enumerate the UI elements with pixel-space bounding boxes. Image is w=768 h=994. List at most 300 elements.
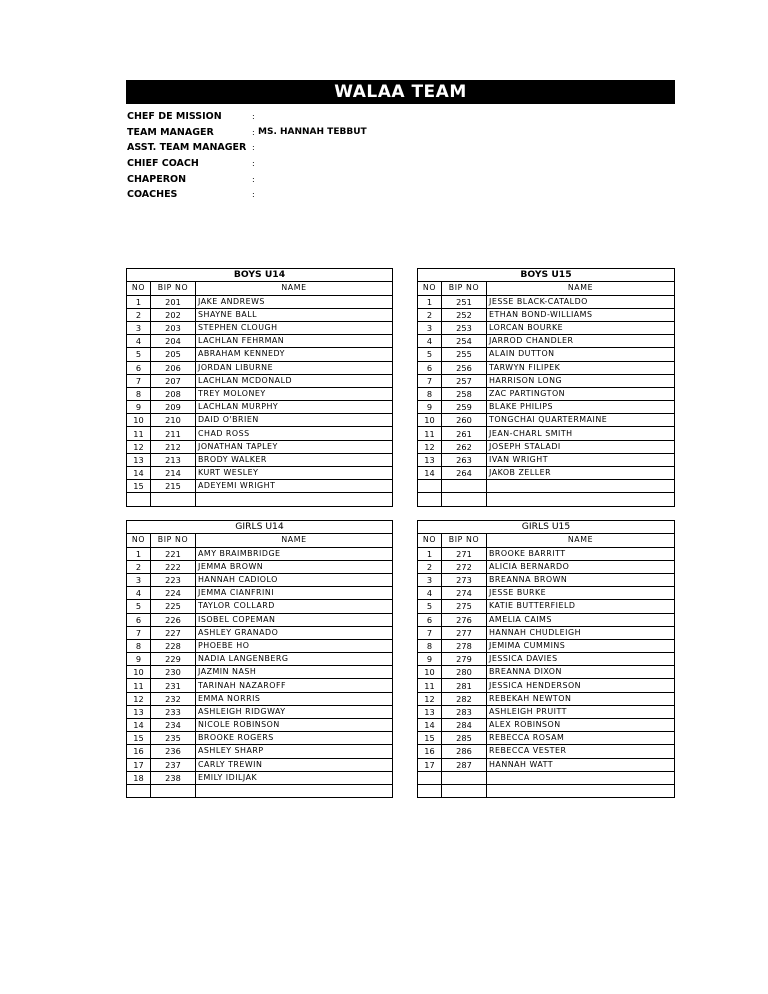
table-row — [127, 374, 393, 387]
cell-name: PHOEBE HO — [196, 639, 393, 652]
cell-bip-no: 233 — [151, 705, 196, 718]
cell-no: 11 — [127, 679, 151, 692]
table-row — [127, 653, 393, 666]
cell-name: REBECCA VESTER — [487, 745, 675, 758]
table-row — [418, 427, 675, 440]
cell-no: 4 — [418, 335, 442, 348]
cell-bip-no: 262 — [442, 440, 487, 453]
table-row — [127, 547, 393, 560]
cell-name: ASHLEIGH RIDGWAY — [196, 705, 393, 718]
cell-name: ASHLEIGH PRUITT — [487, 705, 675, 718]
cell-no: 10 — [127, 666, 151, 679]
table-row — [418, 653, 675, 666]
column-header-name: NAME — [196, 282, 393, 295]
cell-name: LACHLAN FEHRMAN — [196, 335, 393, 348]
cell-name: ABRAHAM KENNEDY — [196, 348, 393, 361]
official-colon: : — [252, 159, 255, 169]
cell-name: EMILY IDILJAK — [196, 771, 393, 784]
table-row — [418, 374, 675, 387]
cell-no: 1 — [418, 547, 442, 560]
official-row — [127, 187, 527, 203]
table-row — [127, 666, 393, 679]
cell-name: AMELIA CAIMS — [487, 613, 675, 626]
cell-bip-no: 208 — [151, 387, 196, 400]
cell-name: ASHLEY GRANADO — [196, 626, 393, 639]
table-row — [127, 453, 393, 466]
cell-no: 6 — [418, 361, 442, 374]
table-title: BOYS U14 — [127, 269, 393, 282]
cell-no: 8 — [127, 387, 151, 400]
cell-bip-no: 204 — [151, 335, 196, 348]
cell-bip-no: 206 — [151, 361, 196, 374]
cell-name: JAKOB ZELLER — [487, 467, 675, 480]
cell-name: JESSICA HENDERSON — [487, 679, 675, 692]
cell-bip-no: 272 — [442, 560, 487, 573]
cell-name: BRODY WALKER — [196, 453, 393, 466]
cell-bip-no: 224 — [151, 587, 196, 600]
cell-bip-no: 280 — [442, 666, 487, 679]
official-row — [127, 156, 527, 172]
cell-name: HANNAH WATT — [487, 758, 675, 771]
team-title-banner: WALAA TEAM — [126, 80, 675, 104]
cell-no: 10 — [418, 414, 442, 427]
cell-bip-no: 201 — [151, 295, 196, 308]
cell-bip-no: 238 — [151, 771, 196, 784]
cell-bip-no: 271 — [442, 547, 487, 560]
official-row — [127, 125, 527, 141]
cell-no: 4 — [127, 587, 151, 600]
table-row — [418, 335, 675, 348]
cell-no: 7 — [127, 374, 151, 387]
cell-name: TREY MOLONEY — [196, 387, 393, 400]
cell-name: JARROD CHANDLER — [487, 335, 675, 348]
cell-bip-no: 215 — [151, 480, 196, 493]
table-row — [127, 493, 393, 506]
cell-no: 5 — [127, 600, 151, 613]
cell-no: 12 — [127, 440, 151, 453]
cell-bip-no: 255 — [442, 348, 487, 361]
cell-name: JEMMA BROWN — [196, 560, 393, 573]
table-row — [127, 401, 393, 414]
cell-bip-no: 202 — [151, 308, 196, 321]
cell-bip-no: 278 — [442, 639, 487, 652]
table-title: GIRLS U14 — [127, 521, 393, 534]
cell-name — [196, 784, 393, 797]
cell-no: 6 — [418, 613, 442, 626]
cell-no: 10 — [418, 666, 442, 679]
cell-name: JESSE BURKE — [487, 587, 675, 600]
table-row — [127, 480, 393, 493]
cell-no: 14 — [127, 719, 151, 732]
table-row — [127, 387, 393, 400]
cell-bip-no: 276 — [442, 613, 487, 626]
table-row — [127, 348, 393, 361]
cell-bip-no: 236 — [151, 745, 196, 758]
official-label: CHIEF COACH — [127, 158, 199, 170]
cell-no: 6 — [127, 361, 151, 374]
cell-bip-no — [442, 784, 487, 797]
official-colon: : — [252, 127, 255, 137]
table-row — [127, 321, 393, 334]
roster-table-girls-u15 — [417, 520, 675, 798]
cell-name: BREANNA BROWN — [487, 573, 675, 586]
cell-bip-no — [151, 493, 196, 506]
cell-bip-no: 212 — [151, 440, 196, 453]
cell-no: 2 — [127, 308, 151, 321]
column-header-no: NO — [127, 534, 151, 547]
cell-name: HANNAH CADIOLO — [196, 573, 393, 586]
cell-bip-no: 261 — [442, 427, 487, 440]
table-row — [127, 308, 393, 321]
cell-no: 12 — [127, 692, 151, 705]
cell-bip-no: 214 — [151, 467, 196, 480]
table-row — [127, 745, 393, 758]
table-row — [127, 679, 393, 692]
cell-no: 16 — [127, 745, 151, 758]
cell-name: JEMMA CIANFRINI — [196, 587, 393, 600]
table-row — [418, 387, 675, 400]
cell-bip-no: 223 — [151, 573, 196, 586]
column-header-no: NO — [418, 534, 442, 547]
cell-bip-no: 287 — [442, 758, 487, 771]
cell-name: JEMIMA CUMMINS — [487, 639, 675, 652]
cell-name: HANNAH CHUDLEIGH — [487, 626, 675, 639]
table-row — [418, 771, 675, 784]
cell-bip-no — [442, 493, 487, 506]
cell-name: ALICIA BERNARDO — [487, 560, 675, 573]
table-row — [127, 705, 393, 718]
official-colon: : — [252, 174, 255, 184]
table-row — [127, 335, 393, 348]
cell-no: 3 — [127, 573, 151, 586]
column-header-bip-no: BIP NO — [151, 534, 196, 547]
cell-bip-no: 277 — [442, 626, 487, 639]
cell-bip-no: 264 — [442, 467, 487, 480]
cell-bip-no: 285 — [442, 732, 487, 745]
table-row — [127, 613, 393, 626]
cell-bip-no: 234 — [151, 719, 196, 732]
table-row — [127, 295, 393, 308]
cell-bip-no — [151, 784, 196, 797]
cell-no: 13 — [127, 453, 151, 466]
table-row — [418, 573, 675, 586]
cell-bip-no: 279 — [442, 653, 487, 666]
cell-bip-no: 257 — [442, 374, 487, 387]
cell-bip-no: 210 — [151, 414, 196, 427]
cell-name: BLAKE PHILIPS — [487, 401, 675, 414]
column-header-bip-no: BIP NO — [442, 534, 487, 547]
table-row — [418, 692, 675, 705]
cell-name: BROOKE ROGERS — [196, 732, 393, 745]
cell-no: 2 — [418, 308, 442, 321]
cell-no: 9 — [418, 653, 442, 666]
cell-no: 15 — [418, 732, 442, 745]
cell-no: 14 — [418, 467, 442, 480]
cell-bip-no: 227 — [151, 626, 196, 639]
cell-bip-no: 253 — [442, 321, 487, 334]
cell-name: LACHLAN MCDONALD — [196, 374, 393, 387]
cell-name: TARINAH NAZAROFF — [196, 679, 393, 692]
cell-no — [127, 493, 151, 506]
cell-bip-no — [442, 771, 487, 784]
cell-bip-no: 232 — [151, 692, 196, 705]
official-label: CHAPERON — [127, 173, 187, 185]
official-label: ASST. TEAM MANAGER — [127, 142, 247, 154]
cell-no: 7 — [418, 626, 442, 639]
official-value: MS. HANNAH TEBBUT — [258, 126, 367, 137]
cell-no: 7 — [418, 374, 442, 387]
table-row — [127, 771, 393, 784]
cell-bip-no: 237 — [151, 758, 196, 771]
cell-no: 1 — [127, 547, 151, 560]
cell-name: REBEKAH NEWTON — [487, 692, 675, 705]
cell-no: 13 — [418, 453, 442, 466]
table-row — [418, 348, 675, 361]
cell-no: 1 — [127, 295, 151, 308]
cell-no: 4 — [127, 335, 151, 348]
cell-name: LACHLAN MURPHY — [196, 401, 393, 414]
table-row — [418, 679, 675, 692]
column-header-name: NAME — [487, 534, 675, 547]
cell-no: 9 — [127, 401, 151, 414]
cell-bip-no: 284 — [442, 719, 487, 732]
cell-bip-no: 213 — [151, 453, 196, 466]
cell-name — [487, 771, 675, 784]
cell-name: JESSE BLACK-CATALDO — [487, 295, 675, 308]
column-header-name: NAME — [487, 282, 675, 295]
cell-no: 2 — [127, 560, 151, 573]
cell-no: 15 — [127, 480, 151, 493]
cell-name: AMY BRAIMBRIDGE — [196, 547, 393, 560]
cell-no: 15 — [127, 732, 151, 745]
cell-name: JONATHAN TAPLEY — [196, 440, 393, 453]
cell-no: 11 — [418, 679, 442, 692]
cell-bip-no: 252 — [442, 308, 487, 321]
cell-no: 18 — [127, 771, 151, 784]
cell-no: 3 — [418, 321, 442, 334]
cell-no: 6 — [127, 613, 151, 626]
cell-name: HARRISON LONG — [487, 374, 675, 387]
cell-name: ETHAN BOND-WILLIAMS — [487, 308, 675, 321]
column-header-name: NAME — [196, 534, 393, 547]
table-row — [418, 295, 675, 308]
table-row — [418, 467, 675, 480]
cell-bip-no: 283 — [442, 705, 487, 718]
cell-no: 5 — [418, 348, 442, 361]
column-header-bip-no: BIP NO — [151, 282, 196, 295]
officials-list — [127, 109, 527, 203]
cell-no — [418, 480, 442, 493]
cell-name: IVAN WRIGHT — [487, 453, 675, 466]
cell-no: 8 — [418, 387, 442, 400]
table-row — [418, 493, 675, 506]
table-row — [418, 705, 675, 718]
cell-name: NICOLE ROBINSON — [196, 719, 393, 732]
cell-bip-no: 221 — [151, 547, 196, 560]
column-header-no: NO — [127, 282, 151, 295]
cell-no — [127, 784, 151, 797]
cell-name: DAID O'BRIEN — [196, 414, 393, 427]
cell-name: NADIA LANGENBERG — [196, 653, 393, 666]
cell-name: KURT WESLEY — [196, 467, 393, 480]
cell-name: SHAYNE BALL — [196, 308, 393, 321]
cell-name: JAZMIN NASH — [196, 666, 393, 679]
official-colon: : — [252, 190, 255, 200]
cell-no — [418, 784, 442, 797]
cell-bip-no: 203 — [151, 321, 196, 334]
table-row — [127, 758, 393, 771]
table-row — [418, 453, 675, 466]
table-row — [127, 414, 393, 427]
table-row — [418, 745, 675, 758]
cell-no: 11 — [418, 427, 442, 440]
cell-bip-no: 230 — [151, 666, 196, 679]
cell-bip-no: 209 — [151, 401, 196, 414]
cell-name: JAKE ANDREWS — [196, 295, 393, 308]
table-row — [127, 560, 393, 573]
cell-no: 12 — [418, 440, 442, 453]
cell-no: 12 — [418, 692, 442, 705]
cell-no: 5 — [127, 348, 151, 361]
cell-name: ALEX ROBINSON — [487, 719, 675, 732]
cell-no: 10 — [127, 414, 151, 427]
cell-name — [487, 480, 675, 493]
cell-no: 14 — [418, 719, 442, 732]
cell-bip-no: 225 — [151, 600, 196, 613]
table-row — [418, 719, 675, 732]
cell-bip-no — [442, 480, 487, 493]
column-header-bip-no: BIP NO — [442, 282, 487, 295]
cell-name — [487, 784, 675, 797]
column-header-no: NO — [418, 282, 442, 295]
table-row — [127, 573, 393, 586]
cell-no: 1 — [418, 295, 442, 308]
table-row — [418, 440, 675, 453]
cell-name: CHAD ROSS — [196, 427, 393, 440]
cell-bip-no: 256 — [442, 361, 487, 374]
cell-name: EMMA NORRIS — [196, 692, 393, 705]
table-row — [127, 732, 393, 745]
table-row — [418, 626, 675, 639]
table-row — [418, 587, 675, 600]
cell-name: TARWYN FILIPEK — [487, 361, 675, 374]
cell-bip-no: 207 — [151, 374, 196, 387]
cell-name: JESSICA DAVIES — [487, 653, 675, 666]
table-row — [418, 784, 675, 797]
cell-bip-no: 251 — [442, 295, 487, 308]
cell-no: 8 — [418, 639, 442, 652]
cell-bip-no: 286 — [442, 745, 487, 758]
table-row — [418, 414, 675, 427]
cell-name: ISOBEL COPEMAN — [196, 613, 393, 626]
table-row — [127, 639, 393, 652]
table-row — [127, 440, 393, 453]
table-row — [418, 480, 675, 493]
cell-no: 7 — [127, 626, 151, 639]
official-colon: : — [252, 112, 255, 121]
cell-name: ZAC PARTINGTON — [487, 387, 675, 400]
cell-name — [487, 493, 675, 506]
official-label: TEAM MANAGER — [127, 126, 214, 138]
roster-table-boys-u14 — [126, 268, 393, 507]
cell-name: JOSEPH STALADI — [487, 440, 675, 453]
official-row — [127, 140, 527, 156]
table-row — [127, 719, 393, 732]
cell-name: KATIE BUTTERFIELD — [487, 600, 675, 613]
cell-name: ADEYEMI WRIGHT — [196, 480, 393, 493]
cell-name: JORDAN LIBURNE — [196, 361, 393, 374]
cell-no: 17 — [418, 758, 442, 771]
roster-table-girls-u14 — [126, 520, 393, 798]
cell-no: 9 — [127, 653, 151, 666]
cell-bip-no: 229 — [151, 653, 196, 666]
cell-name: TAYLOR COLLARD — [196, 600, 393, 613]
table-row — [127, 692, 393, 705]
cell-no — [418, 493, 442, 506]
official-row — [127, 172, 527, 188]
cell-no: 13 — [127, 705, 151, 718]
cell-name: REBECCA ROSAM — [487, 732, 675, 745]
cell-bip-no: 228 — [151, 639, 196, 652]
table-row — [418, 361, 675, 374]
cell-name: BREANNA DIXON — [487, 666, 675, 679]
cell-bip-no: 259 — [442, 401, 487, 414]
cell-bip-no: 254 — [442, 335, 487, 348]
cell-bip-no: 211 — [151, 427, 196, 440]
cell-no: 11 — [127, 427, 151, 440]
cell-bip-no: 260 — [442, 414, 487, 427]
cell-bip-no: 226 — [151, 613, 196, 626]
cell-bip-no: 222 — [151, 560, 196, 573]
table-row — [418, 758, 675, 771]
table-title: BOYS U15 — [418, 269, 675, 282]
cell-no — [418, 771, 442, 784]
cell-bip-no: 281 — [442, 679, 487, 692]
cell-name: ALAIN DUTTON — [487, 348, 675, 361]
cell-name: BROOKE BARRITT — [487, 547, 675, 560]
official-colon: : — [252, 143, 255, 153]
cell-no: 4 — [418, 587, 442, 600]
cell-no: 3 — [127, 321, 151, 334]
table-row — [418, 321, 675, 334]
cell-no: 14 — [127, 467, 151, 480]
cell-name: ASHLEY SHARP — [196, 745, 393, 758]
cell-name: LORCAN BOURKE — [487, 321, 675, 334]
table-row — [418, 600, 675, 613]
cell-no: 5 — [418, 600, 442, 613]
table-row — [418, 401, 675, 414]
table-title: GIRLS U15 — [418, 521, 675, 534]
official-label: COACHES — [127, 189, 178, 201]
cell-bip-no: 205 — [151, 348, 196, 361]
table-row — [418, 732, 675, 745]
table-row — [127, 361, 393, 374]
cell-no: 13 — [418, 705, 442, 718]
cell-no: 8 — [127, 639, 151, 652]
official-row — [127, 109, 527, 125]
table-row — [418, 308, 675, 321]
cell-name: JEAN-CHARL SMITH — [487, 427, 675, 440]
table-row — [418, 639, 675, 652]
cell-bip-no: 282 — [442, 692, 487, 705]
cell-bip-no: 275 — [442, 600, 487, 613]
cell-no: 16 — [418, 745, 442, 758]
cell-name: TONGCHAI QUARTERMAINE — [487, 414, 675, 427]
cell-bip-no: 263 — [442, 453, 487, 466]
table-row — [418, 613, 675, 626]
table-row — [127, 784, 393, 797]
roster-table-boys-u15 — [417, 268, 675, 507]
